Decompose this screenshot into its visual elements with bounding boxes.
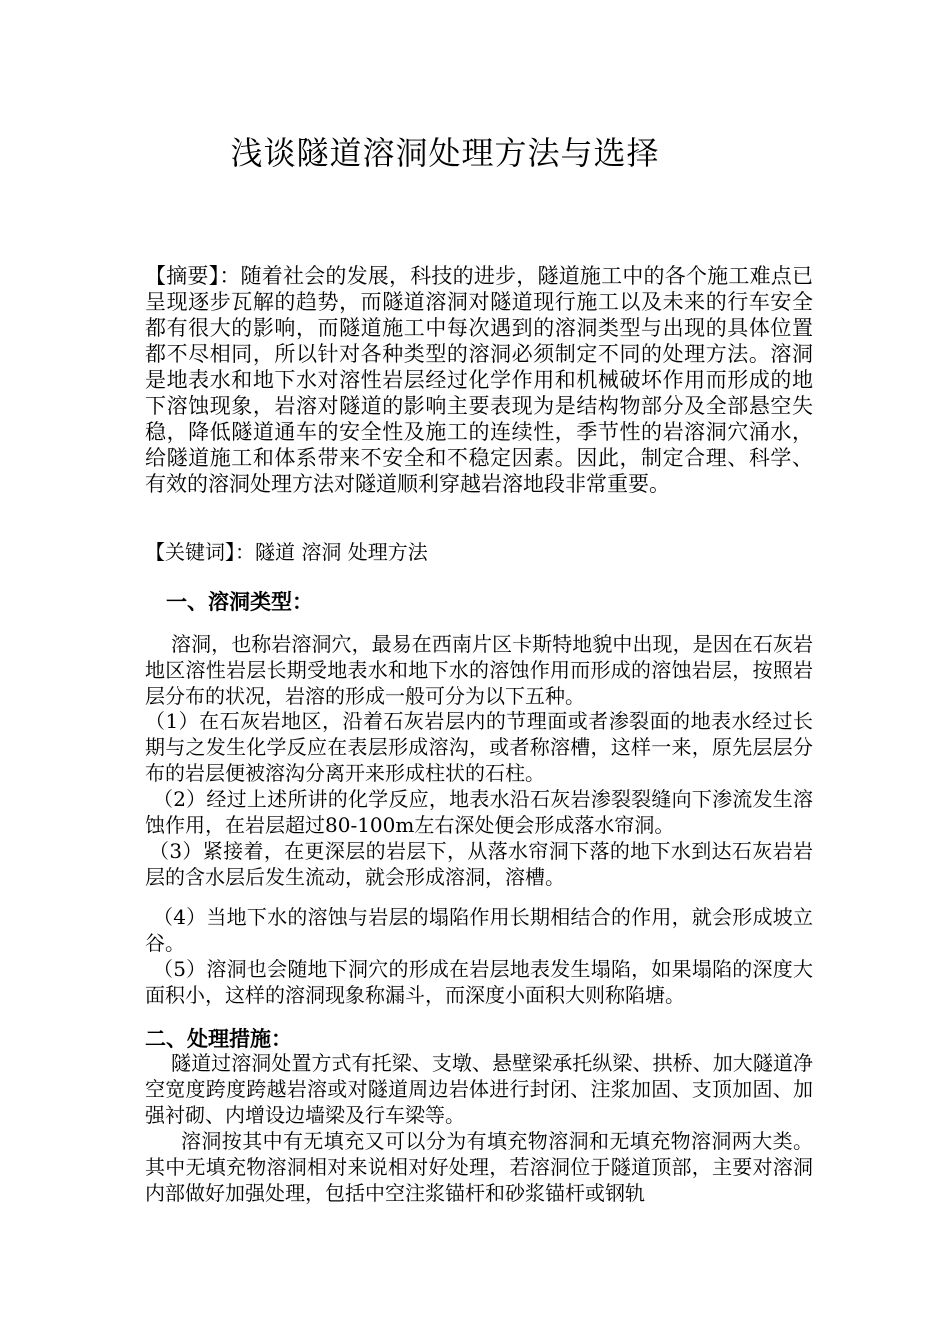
section2-paragraph-1: 隧道过溶洞处置方式有托梁、支墩、悬壁梁承托纵梁、拱桥、加大隧道净空宽度跨度跨越岩溶或对隧道周边岩体进行封闭、注浆加固、支顶加固、加强衬砌、内增设边墙梁及行车梁等。 xyxy=(145,1051,813,1127)
section-heading-types: 一、溶洞类型： xyxy=(166,590,313,614)
keywords-line: 【关键词】：隧道 溶洞 处理方法 xyxy=(145,540,428,564)
section2-paragraph-2: 溶洞按其中有无填充又可以分为有填充物溶洞和无填充物溶洞两大类。其中无填充物溶洞相对来说相对好处理，若溶洞位于隧道顶部，主要对溶洞内部做好加强处理，包括中空注浆锚杆和砂浆锚杆或钢轨 xyxy=(145,1129,813,1205)
list-item-3: （3）紧接着，在更深层的岩层下，从落水帘洞下落的地下水到达石灰岩岩层的含水层后发生流动，就会形成溶洞，溶槽。 xyxy=(145,839,813,889)
list-item-2: （2）经过上述所讲的化学反应，地表水沿石灰岩渗裂裂缝向下渗流发生溶蚀作用，在岩层超过80-100m左右深处便会形成落水帘洞。 xyxy=(145,787,813,837)
section-heading-measures: 二、处理措施： xyxy=(145,1027,292,1051)
list-item-4: （4）当地下水的溶蚀与岩层的塌陷作用长期相结合的作用，就会形成坡立谷。 xyxy=(145,905,813,955)
section1-intro: 溶洞，也称岩溶洞穴，最易在西南片区卡斯特地貌中出现，是因在石灰岩地区溶性岩层长期受地表水和地下水的溶蚀作用而形成的溶蚀岩层，按照岩层分布的状况，岩溶的形成一般可分为以下五种。 xyxy=(145,632,813,708)
list-item-5: （5）溶洞也会随地下洞穴的形成在岩层地表发生塌陷，如果塌陷的深度大面积小，这样的溶洞现象称漏斗，而深度小面积大则称陷塘。 xyxy=(145,957,813,1007)
abstract-paragraph: 【摘要】：随着社会的发展，科技的进步，隧道施工中的各个施工难点已呈现逐步瓦解的趋势，而隧道溶洞对隧道现行施工以及未来的行车安全都有很大的影响，而隧道施工中每次遇到的溶洞类型与出现的具体位置都不尽相同，所以针对各种类型的溶洞必须制定不同的处理方法。溶洞是地表水和地下水对溶性岩层经过化学作用和机械破坏作用而形成的地下溶蚀现象，岩溶对隧道的影响主要表现为是结构物部分及全部悬空失稳，降低隧道通车的安全性及施工的连续性，季节性的岩溶洞穴涌水，给隧道施工和体系带来不安全和不稳定因素。因此，制定合理、科学、有效的溶洞处理方法对隧道顺利穿越岩溶地段非常重要。 xyxy=(145,264,813,496)
list-item-1: （1）在石灰岩地区，沿着石灰岩层内的节理面或者渗裂面的地表水经过长期与之发生化学反应在表层形成溶沟，或者称溶槽，这样一来，原先层层分布的岩层便被溶沟分离开来形成柱状的石柱。 xyxy=(145,709,813,785)
page-title: 浅谈隧道溶洞处理方法与选择 xyxy=(230,134,660,172)
